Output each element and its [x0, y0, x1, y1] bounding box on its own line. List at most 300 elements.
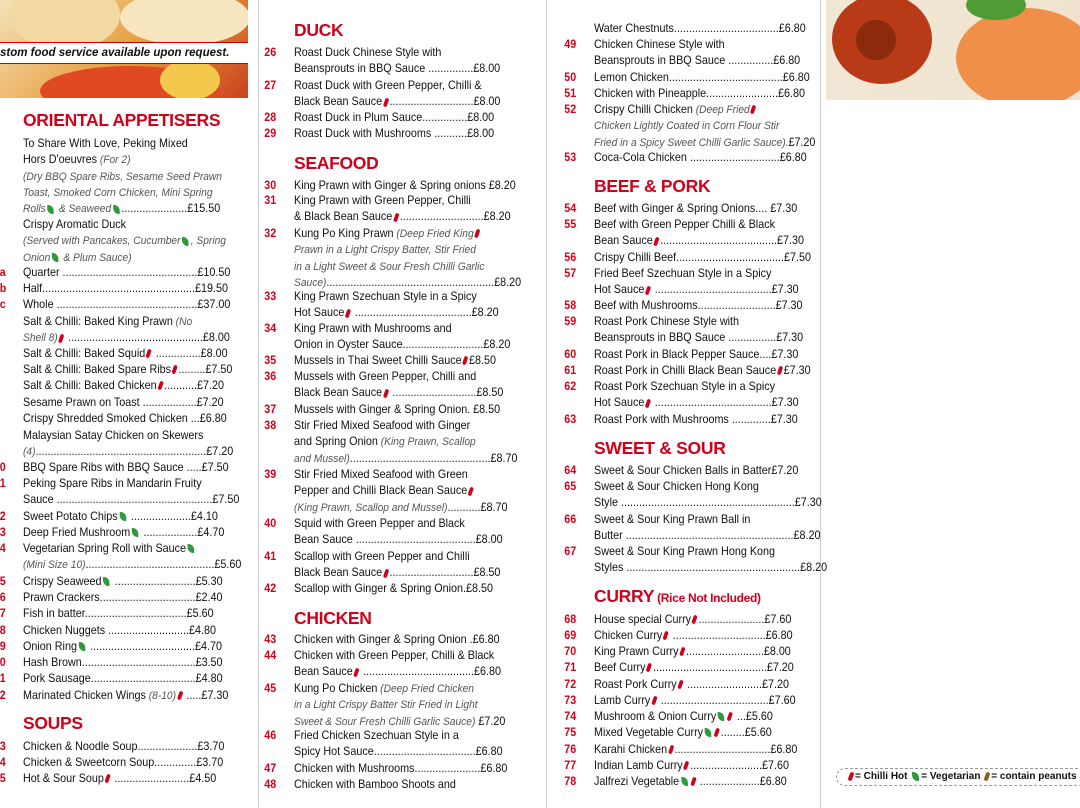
item-line: [23, 623, 216, 639]
item-name: Roast Pork Curry: [594, 678, 677, 691]
item-description: (Deep Fried: [692, 104, 750, 116]
item-name: Lamb Curry: [594, 694, 651, 707]
leader-dots: ...........................: [402, 338, 484, 352]
item-price: £7.20: [788, 135, 816, 149]
leader-dots: ........................................................: [622, 529, 794, 543]
item-line: [294, 777, 456, 793]
item-name: Crispy Aromatic Duck: [23, 218, 127, 231]
item-number: 4: [0, 757, 6, 769]
menu-item: [564, 742, 798, 758]
chilli-icon: [750, 105, 756, 115]
leader-dots: ........................: [706, 87, 778, 100]
menu-item: [0, 655, 223, 671]
item-number: 44: [264, 650, 277, 662]
item-name: Black Bean Sauce: [294, 95, 383, 109]
section-heading: [294, 153, 378, 174]
item-number: 3: [0, 741, 6, 753]
leader-dots: .: [463, 582, 467, 595]
item-price: £8.00: [475, 533, 503, 547]
item-number: 30: [264, 180, 277, 192]
menu-item: [0, 476, 240, 509]
item-line: [23, 185, 222, 201]
menu-item: [264, 549, 501, 582]
item-price: £7.50: [205, 363, 233, 376]
item-description: (Mini Size 10): [23, 559, 86, 572]
item-line: [23, 395, 224, 411]
item-number: 46: [264, 730, 277, 742]
item-price: £6.80: [480, 762, 508, 775]
item-name: Salt & Chilli: Baked Squid: [23, 347, 146, 360]
leader-dots: .......................................: [651, 283, 772, 297]
item-line: [23, 606, 214, 622]
chilli-icon: [668, 745, 674, 755]
section-title: CHICKEN: [294, 608, 372, 628]
item-name: Mussels with Green Pepper, Chilli and: [294, 370, 477, 383]
item-number: 31: [264, 195, 277, 207]
leaf-icon: [681, 777, 688, 786]
item-number: 0: [0, 462, 6, 474]
item-line: [294, 209, 511, 225]
item-price: £7.50: [212, 493, 240, 507]
item-line: [294, 305, 499, 321]
item-number: 6: [0, 592, 6, 604]
menu-item: [0, 623, 216, 639]
item-description: & Plum Sauce): [60, 251, 132, 264]
item-name: Malaysian Satay Chicken on Skewers: [23, 429, 204, 442]
item-number: 2: [0, 690, 6, 702]
item-line: [23, 201, 222, 217]
item-number: a: [0, 267, 6, 279]
item-name: Crispy Shredded Smoked Chicken: [23, 412, 188, 425]
item-name: House special Curry: [594, 613, 692, 626]
leaf-icon: [103, 577, 110, 586]
item-name: Marinated Chicken Wings: [23, 689, 146, 702]
item-name: Chicken with Pineapple: [594, 87, 707, 100]
item-line: [294, 632, 500, 648]
item-price: £8.20: [800, 561, 828, 575]
leader-dots: ...............: [725, 54, 774, 68]
item-name: Sweet & Sour Chicken Hong Kong: [594, 480, 759, 493]
section-heading: [594, 438, 726, 459]
leaf-icon: [705, 728, 712, 737]
item-number: 8: [0, 625, 6, 637]
item-number: 69: [564, 630, 577, 642]
menu-item: [594, 21, 806, 37]
leaf-icon: [79, 642, 86, 651]
item-line: [294, 61, 500, 77]
item-number: 40: [264, 518, 277, 530]
menu-item: [564, 298, 803, 314]
item-name: Salt & Chilli: Baked Chicken: [23, 379, 157, 392]
leader-dots: .........: [178, 363, 206, 376]
item-line: [23, 314, 230, 330]
item-name: Mushroom & Onion Curry: [594, 710, 717, 723]
item-description: Onion: [23, 251, 51, 264]
item-name: Chicken Curry: [594, 629, 663, 642]
menu-item: [564, 693, 796, 709]
item-price: £4.50: [189, 772, 217, 785]
menu-item: [264, 761, 508, 777]
leader-dots: ................................: [674, 743, 771, 756]
item-number: 73: [564, 695, 577, 707]
section-heading: [294, 20, 343, 41]
item-price: £8.00: [200, 347, 228, 360]
item-price: £8.70: [480, 500, 508, 514]
item-price: £8.50: [466, 582, 494, 595]
item-line: [294, 402, 500, 418]
item-description: (4): [23, 446, 36, 459]
item-name: Mixed Vegetable Curry: [594, 726, 704, 739]
menu-item: [564, 544, 828, 577]
item-number: 43: [264, 634, 277, 646]
chilli-icon: [777, 366, 783, 376]
menu-item: [564, 612, 792, 628]
leader-dots: ....................: [137, 740, 198, 753]
menu-item: [0, 541, 242, 574]
item-number: 1: [0, 673, 6, 685]
item-price: £7.60: [764, 613, 792, 626]
menu-item: [564, 628, 793, 644]
item-description: (No: [172, 316, 193, 328]
item-line: [294, 532, 503, 548]
item-price: £4.70: [197, 526, 225, 539]
item-line: [594, 314, 803, 330]
chilli-icon: [353, 667, 359, 677]
menu-item: [264, 193, 511, 226]
item-number: 53: [564, 152, 577, 164]
item-name: Chicken Nuggets: [23, 624, 106, 637]
item-description: Prawn in a Light Crispy Batter, Stir Fried: [294, 244, 476, 257]
item-description: (King Prawn, Scallop and Mussel): [294, 501, 448, 514]
item-name: Deep Fried Mushroom: [23, 526, 131, 539]
item-description: in a Light Sweet & Sour Fresh Chilli Garlic: [294, 260, 485, 273]
item-price: £6.80: [770, 743, 798, 756]
menu-item: [264, 289, 499, 322]
menu-item: [0, 460, 229, 476]
section-title: SWEET & SOUR: [594, 438, 726, 458]
leader-dots: ....................................: [676, 251, 784, 264]
item-name: Prawn Crackers: [23, 591, 100, 604]
item-line: [294, 289, 499, 305]
leader-dots: ..................................: [373, 745, 476, 759]
item-line: [594, 86, 805, 102]
item-name: Hot Sauce: [594, 396, 645, 410]
item-line: [23, 639, 222, 655]
item-line: [294, 226, 521, 242]
item-price: £7.30: [777, 234, 805, 248]
menu-item: [564, 512, 821, 545]
item-description: and Mussel): [294, 452, 350, 465]
item-name: King Prawn with Mushrooms and: [294, 322, 452, 335]
item-price: £6.80: [777, 87, 805, 100]
item-name: Chicken with Green Pepper, Chilli & Black: [294, 649, 495, 662]
leader-dots: ..........................................................: [617, 496, 795, 510]
item-number: 78: [564, 776, 577, 788]
section-title: ORIENTAL APPETISERS: [23, 110, 221, 130]
menu-item: [264, 321, 511, 354]
leaf-icon: [113, 205, 120, 214]
item-name: To Share With Love, Peking Mixed: [23, 137, 188, 150]
item-number: 38: [264, 420, 277, 432]
leader-dots: ...........: [431, 127, 468, 140]
item-number: 72: [564, 679, 577, 691]
item-name: Roast Pork in Black Pepper Sauce: [594, 348, 760, 361]
item-line: [294, 45, 500, 61]
item-number: 0: [0, 657, 6, 669]
menu-item: [264, 402, 501, 418]
leaf-icon: [188, 544, 195, 553]
item-price: £8.20: [793, 529, 821, 543]
item-line: [594, 53, 800, 69]
menu-item: [564, 217, 805, 250]
item-price: £8.20: [485, 179, 516, 192]
leader-dots: ....................................................: [53, 493, 213, 507]
menu-item: [564, 150, 807, 166]
item-line: [594, 495, 822, 511]
menu-item: [264, 516, 503, 549]
item-price: £8.20: [483, 210, 511, 224]
item-number: 63: [564, 414, 577, 426]
item-number: 67: [564, 546, 577, 558]
menu-item: [564, 412, 798, 428]
item-line: [23, 476, 239, 492]
menu-item: [23, 314, 230, 347]
item-number: 70: [564, 646, 577, 658]
item-line: [594, 379, 799, 395]
leader-dots: ........................: [690, 759, 763, 772]
menu-item: [0, 525, 225, 541]
item-name: Fish in batter: [23, 607, 85, 620]
menu-item: [23, 395, 224, 411]
leader-dots: .......................................: [660, 234, 778, 248]
item-line: [594, 412, 798, 428]
item-line: [594, 628, 793, 644]
item-line: [594, 725, 772, 741]
item-name: Mussels in Thai Sweet Chilli Sauce: [294, 354, 462, 367]
menu-item: [264, 467, 508, 516]
item-line: [594, 512, 821, 528]
item-price: £8.00: [467, 127, 495, 140]
chilli-icon: [58, 333, 64, 343]
item-name: Kung Po King Prawn: [294, 227, 394, 240]
leader-dots: ..........................: [697, 299, 776, 312]
item-name: Jalfrezi Vegetable: [594, 775, 680, 788]
item-name: Beef with Ginger & Spring Onions: [594, 202, 756, 215]
item-line: [594, 612, 791, 628]
item-price: £8.00: [467, 111, 495, 124]
item-line: [23, 739, 224, 755]
item-name: Squid with Green Pepper and Black: [294, 517, 465, 530]
item-number: 62: [564, 381, 577, 393]
item-name: Sweet & Sour King Prawn Ball in: [594, 513, 751, 526]
leader-dots: ....................................: [657, 694, 769, 707]
item-number: 54: [564, 203, 577, 215]
item-price: £7.30: [771, 348, 799, 361]
item-number: 27: [264, 80, 277, 92]
item-name: Hot & Sour Soup: [23, 772, 104, 785]
item-line: [594, 347, 798, 363]
chilli-icon: [683, 761, 689, 771]
chilli-icon: [679, 647, 685, 657]
item-name: Sweet Potato Chips: [23, 510, 118, 523]
chilli-icon: [727, 712, 733, 722]
item-line: [594, 201, 797, 217]
item-number: 66: [564, 514, 577, 526]
item-name: Styles: [594, 561, 624, 575]
menu-item: [0, 771, 217, 787]
item-name: Chicken & Sweetcorn Soup: [23, 756, 155, 769]
item-name: Black Bean Sauce: [294, 386, 383, 400]
leaf-icon: [48, 205, 55, 214]
item-name: Vegetarian Spring Roll with Sauce: [23, 542, 187, 555]
menu-item: [264, 126, 495, 142]
leader-dots: ............................: [389, 95, 474, 109]
item-price: £19.50: [194, 282, 228, 295]
item-line: [23, 330, 230, 346]
item-number: 39: [264, 469, 277, 481]
leader-dots: ......................................: [81, 656, 196, 669]
item-number: 4: [0, 543, 6, 555]
leader-dots: ...........................................: [85, 558, 215, 572]
item-line: [23, 346, 228, 362]
menu-item: [0, 639, 223, 655]
leader-dots: ...................................: [87, 640, 196, 653]
item-price: £8.20: [471, 306, 499, 320]
menu-item: [0, 606, 214, 622]
item-description: (For 2): [96, 154, 131, 167]
item-line: [294, 259, 521, 275]
item-number: 50: [564, 72, 577, 84]
item-price: £7.30: [783, 364, 811, 377]
item-line: [294, 94, 500, 110]
item-number: b: [0, 283, 7, 295]
item-line: [23, 428, 233, 444]
item-line: [23, 362, 232, 378]
item-name: Chicken Chinese Style with: [594, 38, 725, 51]
leader-dots: ............................: [389, 386, 477, 400]
item-name: Bean Sauce: [294, 533, 353, 547]
leader-dots: ..................: [139, 396, 197, 409]
item-line: [294, 353, 496, 369]
item-price: £7.50: [783, 251, 811, 264]
menu-item: [264, 648, 502, 681]
section-subtitle: (Rice Not Included): [654, 591, 761, 605]
menu-item: [0, 739, 225, 755]
item-line: [594, 395, 799, 411]
item-price: £7.20: [206, 445, 234, 459]
item-name: Water Chestnuts: [594, 22, 674, 35]
leader-dots: ............................: [399, 210, 484, 224]
menu-item: [564, 644, 791, 660]
chilli-icon: [383, 97, 389, 107]
item-line: [594, 217, 804, 233]
item-description: , Spring: [190, 235, 227, 248]
item-line: [23, 541, 241, 557]
menu-item: [564, 266, 799, 299]
section-title: SEAFOOD: [294, 153, 379, 173]
leader-dots: ......................................: [668, 71, 783, 84]
item-line: [594, 282, 799, 298]
menu-item: [23, 217, 226, 266]
item-line: [594, 250, 811, 266]
item-price: £6.80: [474, 665, 502, 679]
item-line: [294, 728, 503, 744]
item-price: £5.60: [214, 558, 242, 572]
item-name: Roast Pork with Mushrooms: [594, 413, 729, 426]
item-name: BBQ Spare Ribs with BBQ Sauce: [23, 461, 184, 474]
chilli-icon: [383, 568, 389, 578]
item-name: Butter: [594, 529, 623, 543]
item-line: [294, 451, 518, 467]
leader-dots: ........: [720, 726, 745, 739]
item-number: 5: [0, 773, 6, 785]
chilli-icon: [345, 308, 351, 318]
item-line: [23, 755, 223, 771]
item-name: Indian Lamb Curry: [594, 759, 683, 772]
leader-dots: ...............................: [669, 629, 766, 642]
item-price: £8.70: [490, 451, 518, 465]
item-line: [294, 78, 500, 94]
leader-dots: ......................: [121, 202, 188, 216]
item-price: £8.50: [476, 386, 504, 400]
item-line: [23, 152, 222, 168]
menu-item: [564, 347, 799, 363]
leader-dots: ......................: [698, 613, 765, 626]
item-line: [594, 660, 794, 676]
custom-food-banner: stom food service available upon request.: [0, 42, 248, 64]
item-line: [594, 70, 810, 86]
leader-dots: ....................: [127, 510, 191, 523]
item-price: £6.80: [472, 633, 500, 646]
item-name: Roast Duck with Mushrooms: [294, 127, 432, 140]
item-name: Karahi Chicken: [594, 743, 668, 756]
leader-dots: ..................................: [84, 607, 187, 620]
item-line: [594, 37, 800, 53]
item-line: [594, 560, 827, 576]
divider-2: [546, 0, 547, 808]
item-price: £7.50: [201, 461, 229, 474]
item-number: 9: [0, 641, 6, 653]
item-name: Fried Beef Szechuan Style in a Spicy: [594, 267, 772, 280]
item-name: Beef with Green Pepper Chilli & Black: [594, 218, 775, 231]
item-line: [294, 648, 501, 664]
item-line: [23, 655, 223, 671]
chilli-icon: [383, 388, 389, 398]
item-name: Onion Ring: [23, 640, 77, 653]
item-line: [294, 369, 503, 385]
item-line: [294, 500, 507, 516]
legend-vegetarian: = Vegetarian: [921, 771, 981, 782]
item-name: King Prawn with Ginger & Spring onions: [294, 179, 486, 192]
item-line: [594, 742, 797, 758]
item-price: £5.60: [744, 726, 772, 739]
menu-item: [564, 725, 772, 741]
item-line: [294, 744, 503, 760]
item-line: [594, 135, 815, 151]
section-title: DUCK: [294, 20, 344, 40]
menu-item: [0, 509, 218, 525]
item-line: [23, 688, 228, 704]
item-name: Whole: [23, 298, 54, 311]
item-description: Rolls: [23, 203, 46, 216]
menu-item: [0, 755, 224, 771]
item-name: Quarter: [23, 266, 60, 279]
item-description: & Seaweed: [55, 203, 112, 216]
menu-item: [0, 281, 228, 297]
item-price: £7.30: [771, 396, 799, 410]
menu-item: [264, 45, 501, 78]
item-price: £8.00: [473, 62, 501, 76]
